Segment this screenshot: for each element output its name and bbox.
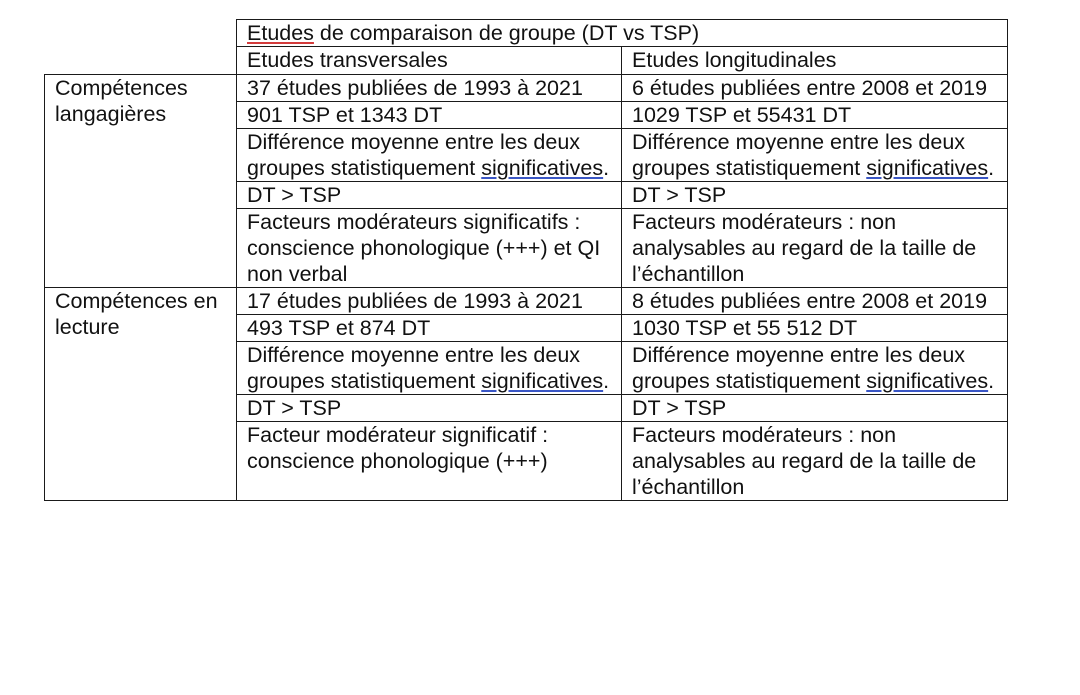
table-cell: 901 TSP et 1343 DT	[237, 102, 622, 129]
cell-text: Différence moyenne entre les deux groupes statistiquement	[247, 130, 581, 180]
underlined-word: significatives	[866, 156, 989, 180]
table-cell	[237, 129, 622, 182]
table-cell: 37 études publiées de 1993 à 2021	[237, 75, 622, 102]
table-cell: Facteurs modérateurs : non analysables au regard de la taille de l’échantillon	[622, 422, 1008, 501]
table-row	[45, 75, 1008, 102]
column-header-transversales: Etudes transversales	[237, 47, 622, 75]
table-title	[237, 20, 1008, 47]
table-cell: DT > TSP	[622, 182, 1008, 209]
table-cell	[622, 342, 1008, 395]
table-cell: 6 études publiées entre 2008 et 2019	[622, 75, 1008, 102]
cell-text: .	[603, 156, 610, 180]
table-cell: 1030 TSP et 55 512 DT	[622, 315, 1008, 342]
table-cell: 493 TSP et 874 DT	[237, 315, 622, 342]
table-row	[45, 288, 1008, 315]
comparison-table	[44, 19, 1008, 501]
table-cell: 17 études publiées de 1993 à 2021	[237, 288, 622, 315]
cell-text: .	[988, 156, 995, 180]
underlined-word: significatives	[481, 369, 604, 393]
title-rest: de comparaison de groupe (DT vs TSP)	[313, 21, 700, 45]
table-cell: Facteur modérateur significatif : conscience phonologique (+++)	[237, 422, 622, 501]
cell-text: Différence moyenne entre les deux groupes statistiquement	[632, 343, 966, 393]
blank-corner-cell	[45, 20, 237, 47]
table-cell: Facteurs modérateurs significatifs : conscience phonologique (+++) et QI non verbal	[237, 209, 622, 288]
column-header-longitudinales: Etudes longitudinales	[622, 47, 1008, 75]
table-cell: DT > TSP	[622, 395, 1008, 422]
table-cell: 1029 TSP et 55431 DT	[622, 102, 1008, 129]
title-row	[45, 20, 1008, 47]
column-header-row	[45, 47, 1008, 75]
table-cell: DT > TSP	[237, 182, 622, 209]
row-header-lecture: Compétences en lecture	[45, 288, 237, 501]
row-header-langagieres: Compétences langagières	[45, 75, 237, 288]
underlined-word: significatives	[481, 156, 604, 180]
table-cell	[237, 342, 622, 395]
title-first-word: Etudes	[247, 21, 314, 45]
underlined-word: significatives	[866, 369, 989, 393]
cell-text: .	[988, 369, 995, 393]
cell-text: .	[603, 369, 610, 393]
cell-text: Différence moyenne entre les deux groupes statistiquement	[247, 343, 581, 393]
table-cell: DT > TSP	[237, 395, 622, 422]
cell-text: Différence moyenne entre les deux groupes statistiquement	[632, 130, 966, 180]
table-cell: 8 études publiées entre 2008 et 2019	[622, 288, 1008, 315]
table-cell	[622, 129, 1008, 182]
table-cell: Facteurs modérateurs : non analysables au regard de la taille de l’échantillon	[622, 209, 1008, 288]
blank-corner-cell	[45, 47, 237, 75]
